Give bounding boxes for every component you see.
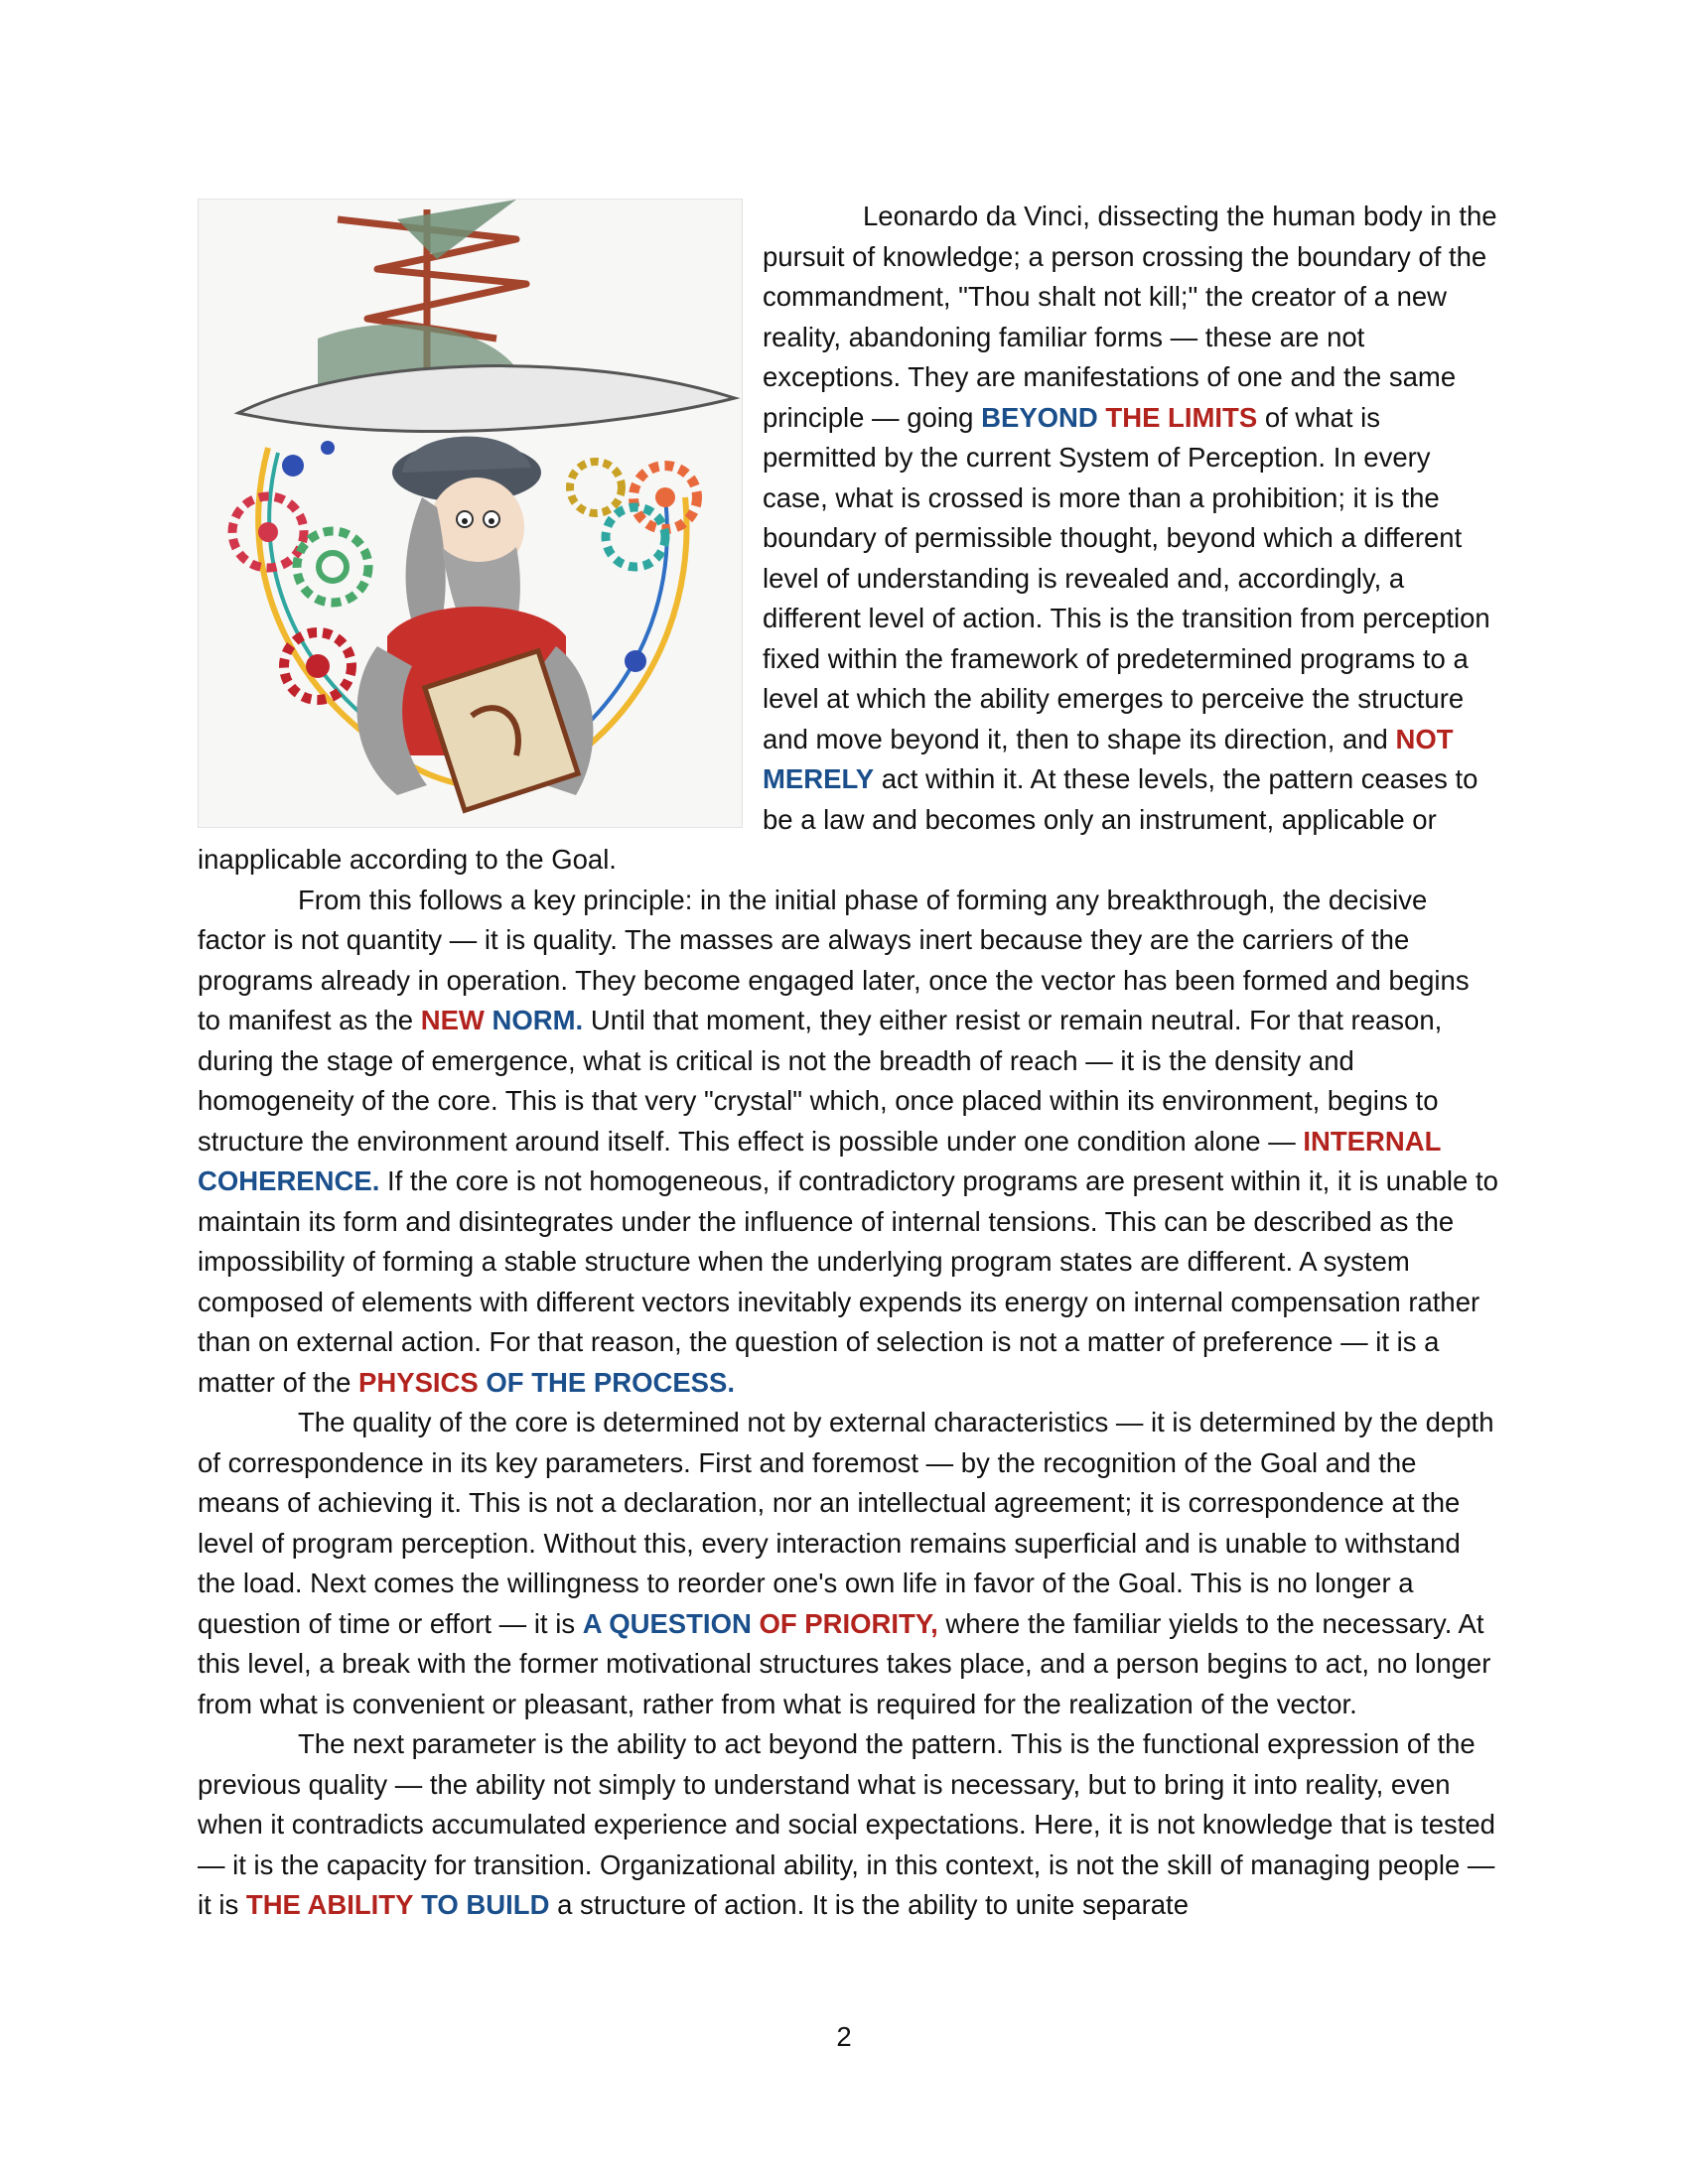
highlight-red: PHYSICS bbox=[358, 1366, 479, 1398]
paragraph-text: The quality of the core is determined not by external characteristics — it is determined by the depth of correspondence in its key parameters. First and foremost — by the recognition of the Goal and the means of achieving it. This is not a declaration, nor an intellectual agreement; it is correspondence at the level of program perception. Without this, every interaction remains superficial and is unable to withstand the load. Next comes the willingness to reorder one's own life in favor of the Goal. This is no longer a question of time or effort — it is bbox=[198, 1407, 1494, 1639]
paragraph-text: Until that moment, they either resist or remain neutral. For that reason, during the stage of emergence, what is critical is not the breadth of reach — it is the density and homogeneity of the core. This is that very "crystal" which, once placed within its environment, begins to structure the environment around itself. This effect is possible under one condition alone — bbox=[198, 1005, 1443, 1157]
highlight-red: OF PRIORITY, bbox=[759, 1607, 938, 1639]
highlight-red: NOT bbox=[1395, 723, 1454, 754]
highlight-red: INTERNAL bbox=[1303, 1125, 1442, 1157]
paragraph-text: a structure of action. It is the ability to unite separate bbox=[549, 1889, 1189, 1920]
paragraph-3 bbox=[198, 1403, 1498, 1724]
page-number: 2 bbox=[836, 2021, 852, 2052]
highlight-blue: OF THE PROCESS. bbox=[486, 1366, 735, 1398]
highlight-red: THE ABILITY bbox=[245, 1889, 414, 1920]
highlight-blue: TO BUILD bbox=[421, 1889, 550, 1920]
paragraph-text: Leonardo da Vinci, dissecting the human body in the pursuit of knowledge; a person crossing the boundary of the commandment, "Thou shalt not kill;" the creator of a new reality, abandoning familiar forms — these are not exceptions. They are manifestations of one and the same principle — going bbox=[763, 201, 1497, 433]
highlight-red: NEW bbox=[420, 1005, 485, 1035]
paragraph-4 bbox=[198, 1724, 1498, 1926]
highlight-red: THE LIMITS bbox=[1105, 401, 1258, 433]
highlight-blue: NORM. bbox=[492, 1005, 584, 1035]
highlight-blue: A QUESTION bbox=[582, 1607, 752, 1639]
inventor-illustration bbox=[198, 199, 743, 828]
paragraph-text: act within it. At these levels, the pattern ceases to be a law and becomes only an instrument, applicable or inapplicable according to the Goal. bbox=[198, 763, 1478, 875]
paragraph-text: of what is permitted by the current System of Perception. In every case, what is crossed is more than a prohibition; it is the boundary of permissible thought, beyond which a different level of understanding is revealed and, accordingly, a different level of action. This is the transition from perception fixed within the framework of predetermined programs to a level at which the ability emerges to perceive the structure and move beyond it, then to shape its direction, and bbox=[763, 401, 1490, 754]
paragraph-2 bbox=[198, 881, 1498, 1404]
paragraph-text: From this follows a key principle: in the initial phase of forming any breakthrough, the decisive factor is not quantity — it is quality. The masses are always inert because they are the carriers of the programs already in operation. They become engaged later, once the vector has been formed and begins to manifest as the bbox=[198, 884, 1470, 1035]
highlight-blue: COHERENCE. bbox=[198, 1165, 380, 1196]
highlight-blue: MERELY bbox=[763, 763, 875, 794]
paragraph-text: The next parameter is the ability to act beyond the pattern. This is the functional expression of the previous quality — the ability not simply to understand what is necessary, but to bring it into reality, even when it contradicts accumulated experience and social expectations. Here, it is not knowledge that is tested — it is the capacity for transition. Organizational ability, in this context, is not the skill of managing people — it is bbox=[198, 1728, 1495, 1920]
document-page bbox=[198, 197, 1498, 1926]
inventor-with-gears-icon bbox=[199, 200, 742, 827]
paragraph-text: If the core is not homogeneous, if contradictory programs are present within it, it is unable to maintain its form and disintegrates under the influence of internal tensions. This can be described as the impossibility of forming a stable structure when the underlying program states are different. A system composed of elements with different vectors inevitably expends its energy on internal compensation rather than on external action. For that reason, the question of selection is not a matter of preference — it is a matter of the bbox=[198, 1165, 1498, 1398]
paragraph-text: where the familiar yields to the necessary. At this level, a break with the former motivational structures takes place, and a person begins to act, no longer from what is convenient or pleasant, rather from what is required for the realization of the vector. bbox=[198, 1607, 1491, 1719]
highlight-blue: BEYOND bbox=[981, 401, 1098, 433]
